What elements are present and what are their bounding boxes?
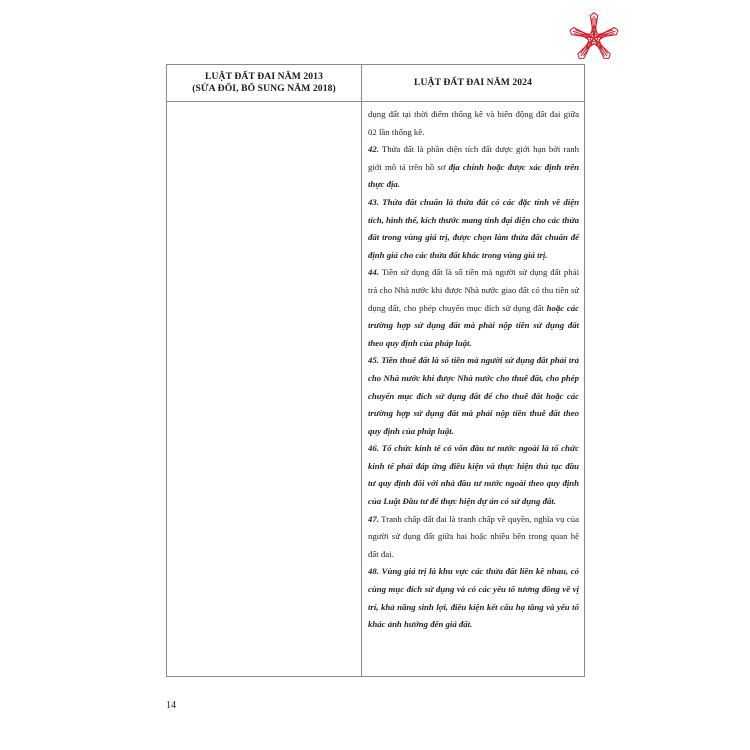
clause-45: 45. Tiền thuê đất là số tiền mà người sử dụng đất phải trả cho Nhà nước khi được Nhà nước cho thuê đất, cho phép chuyển mục đích sử dụng đất để cho thuê đất hoặc các trường hợp sử dụng đất mà phải nộp tiền thuê đất theo quy định của pháp luật. [368, 355, 579, 436]
clause-43: 43. Thửa đất chuẩn là thửa đất có các đặc tính về diện tích, hình thể, kích thước mang tính đại diện cho các thửa đất trong vùng giá trị, được chọn làm thửa đất chuẩn để định giá cho các thửa đất khác trong vùng giá trị. [368, 196, 579, 260]
header-law-2024 [362, 65, 584, 101]
clause-48: 48. Vùng giá trị là khu vực các thửa đất liền kề nhau, có cùng mục đích sử dụng và có các yếu tố tương đồng về vị trí, khả năng sinh lợi, điều kiện kết cấu hạ tầng và yếu tố khác ảnh hưởng đến giá đất. [368, 566, 579, 630]
header-law-2013-subtitle: (SỬA ĐỔI, BỔ SUNG NĂM 2018) [192, 83, 336, 94]
clause-47: 47. Tranh chấp đất đai là tranh chấp về quyền, nghĩa vụ của người sử dụng đất giữa hai hoặc nhiều bên trong quan hệ đất đai. [368, 513, 579, 559]
header-law-2024-title: LUẬT ĐẤT ĐAI NĂM 2024 [414, 77, 532, 88]
header-law-2013-title: LUẬT ĐẤT ĐAI NĂM 2013 [205, 71, 323, 82]
header-law-2013 [167, 65, 361, 101]
cell-law-2024 [368, 106, 579, 634]
clause-46: 46. Tổ chức kinh tế có vốn đầu tư nước ngoài là tổ chức kinh tế phải đáp ứng điều kiện và thực hiện thủ tục đầu tư quy định đối với nhà đầu tư nước ngoài theo quy định của Luật Đầu tư để thực hiện dự án có sử dụng đất. [368, 443, 579, 507]
page-number: 14 [166, 700, 176, 711]
red-star-emblem-icon [566, 10, 622, 66]
continuation-text: dụng đất tại thời điểm thống kê và biến động đất đai giữa 02 lần thống kê. [368, 109, 579, 137]
column-divider [361, 65, 362, 676]
clause-44: 44. Tiền sử dụng đất là số tiền mà người sử dụng đất phải trả cho Nhà nước khi được Nhà nước giao đất có thu tiền sử dụng đất, cho phép chuyển mục đích sử dụng đất hoặc các trường hợp sử dụng đất mà phải nộp tiền sử dụng đất theo quy định của pháp luật. [368, 267, 579, 348]
clause-42: 42. Thửa đất là phần diện tích đất được giới hạn bởi ranh giới mô tả trên hồ sơ địa chính hoặc được xác định trên thực địa. [368, 144, 579, 190]
law-comparison-table [166, 64, 585, 677]
header-divider [167, 101, 584, 102]
